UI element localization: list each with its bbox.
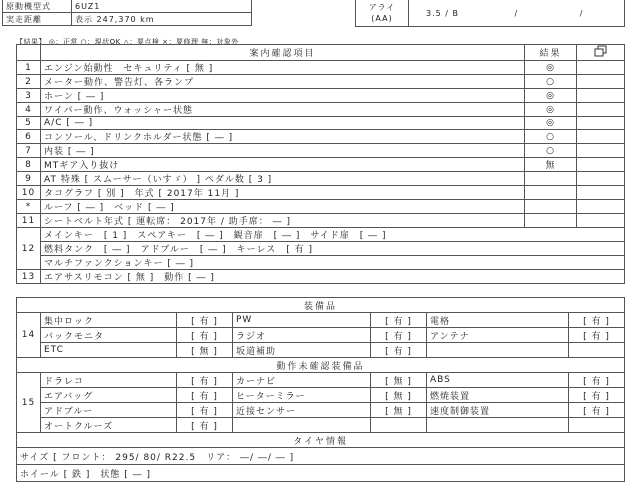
row-number: 2	[17, 75, 41, 89]
equipment-status: 有	[591, 391, 602, 402]
check-result: ◎	[525, 61, 577, 75]
check-result	[525, 186, 577, 200]
row-number: 11	[17, 214, 41, 228]
model-label: 原動機型式	[3, 0, 72, 13]
remark-cell	[577, 117, 625, 130]
equipment-value: [ 有 ]	[569, 388, 625, 403]
equipment-name: 速度制御装置	[427, 403, 569, 418]
copy-icon[interactable]	[577, 45, 625, 61]
equipment-status: 有	[199, 376, 210, 387]
check-item: タコグラフ [ 別 ] 年式 [ 2017年 11月 ]	[41, 186, 525, 200]
equipment-status: 有	[591, 406, 602, 417]
section-number: 14	[17, 313, 41, 358]
row-number: 13	[17, 270, 41, 284]
remark-cell	[577, 61, 625, 75]
equipment-status: 有	[199, 406, 210, 417]
arai-value-cell	[409, 0, 625, 27]
remark-cell	[577, 158, 625, 172]
remark-cell	[577, 186, 625, 200]
equipment-value: [ 有 ]	[177, 373, 233, 388]
equipment-name: アンテナ	[427, 328, 569, 343]
row-number: 3	[17, 89, 41, 103]
check-row	[17, 117, 625, 130]
check-row	[17, 214, 625, 228]
check-item: A/C [ ― ]	[41, 117, 525, 130]
check-item: 内装 [ ― ]	[41, 144, 525, 158]
equipment-value: [ 有 ]	[177, 403, 233, 418]
check-result	[525, 214, 577, 228]
equipment-row	[17, 403, 625, 418]
equipment-name: ドラレコ	[41, 373, 177, 388]
equipment-title: 装備品	[17, 298, 625, 313]
arai-slash-2: /	[579, 8, 584, 18]
equipment-name: 集中ロック	[41, 313, 177, 328]
equipment-status: 無	[393, 406, 404, 417]
equipment-name: バックモニタ	[41, 328, 177, 343]
distance-value: 表示 247,370 km	[72, 13, 252, 26]
equipment-value: [ 無 ]	[371, 388, 427, 403]
equipment-value: [ 有 ]	[177, 418, 233, 433]
equipment-status: 有	[591, 316, 602, 327]
check-row	[17, 61, 625, 75]
equipment-table	[16, 297, 625, 482]
check-result: ◎	[525, 117, 577, 130]
check-item: MTギア入り抜け	[41, 158, 525, 172]
equipment-value	[569, 343, 625, 358]
inspection-table	[16, 44, 625, 284]
equipment-row	[17, 343, 625, 358]
row-number: 6	[17, 130, 41, 144]
distance-label: 実走距離	[3, 13, 72, 26]
check-item: メーター動作、警告灯、各ランプ	[41, 75, 525, 89]
check-result: ○	[525, 75, 577, 89]
header-blank	[17, 45, 41, 61]
check-result: ◎	[525, 103, 577, 117]
check-item: ワイパー動作、ウォッシャー状態	[41, 103, 525, 117]
equipment-name: 燃焼装置	[427, 388, 569, 403]
row-number: 8	[17, 158, 41, 172]
equipment-rows	[17, 313, 625, 358]
equipment-name: アドブルー	[41, 403, 177, 418]
equipment-status: 有	[199, 391, 210, 402]
equipment-status: 有	[393, 346, 404, 357]
keys-line: 燃料タンク [ ― ] アドブルー [ ― ] キーレス [ 有 ]	[41, 242, 625, 256]
arai-sub: (AA)	[371, 14, 393, 23]
equipment-value: [ 有 ]	[371, 313, 427, 328]
remark-cell	[577, 89, 625, 103]
equipment-value: [ 無 ]	[371, 373, 427, 388]
equipment-value: [ 有 ]	[569, 373, 625, 388]
equipment-name: カーナビ	[233, 373, 371, 388]
equipment-row	[17, 418, 625, 433]
section-number: 15	[17, 373, 41, 433]
check-result: ○	[525, 144, 577, 158]
arai-label: アライ	[368, 3, 396, 12]
check-row	[17, 158, 625, 172]
remark-cell	[577, 200, 625, 214]
equipment-value: [ 有 ]	[371, 343, 427, 358]
check-item: AT 特殊 [ スムーサー（いすゞ） ] ペダル数 [ 3 ]	[41, 172, 525, 186]
equipment-name: ABS	[427, 373, 569, 388]
row-number: 4	[17, 103, 41, 117]
check-item: シートベルト年式 [ 運転席： 2017年 / 助手席： ― ]	[41, 214, 525, 228]
equipment-value: [ 無 ]	[371, 403, 427, 418]
arai-cell	[356, 0, 409, 27]
keys-line: メインキー [ 1 ] スペアキー [ ― ] 観音扉 [ ― ] サイド扉 [ ― ]	[41, 228, 625, 242]
equipment-status: 無	[393, 376, 404, 387]
equipment-status: 有	[591, 376, 602, 387]
check-result	[525, 172, 577, 186]
check-row	[17, 186, 625, 200]
equipment-status: 有	[199, 421, 210, 432]
equipment-name: ヒーターミラー	[233, 388, 371, 403]
check-item: ルーフ [ ― ] ベッド [ ― ]	[41, 200, 525, 214]
equipment-row	[17, 328, 625, 343]
result-header: 結果	[525, 45, 577, 61]
equipment-status: 有	[591, 331, 602, 342]
remark-cell	[577, 130, 625, 144]
air-suspension-item: エアサスリモコン [ 無 ] 動作 [ ― ]	[41, 270, 625, 284]
equipment-name	[427, 418, 569, 433]
remark-cell	[577, 75, 625, 89]
row-number: 10	[17, 186, 41, 200]
check-result	[525, 200, 577, 214]
wheel-info: ホイール [ 鉄 ] 状態 [ ― ]	[17, 465, 625, 482]
equipment-row	[17, 388, 625, 403]
equipment-row	[17, 373, 625, 388]
row-number: 1	[17, 61, 41, 75]
arai-slash-1: /	[514, 8, 519, 18]
equipment-name	[427, 343, 569, 358]
check-result: ○	[525, 130, 577, 144]
equipment-value: [ 有 ]	[177, 313, 233, 328]
check-item: エンジン始動性 セキュリティ [ 無 ]	[41, 61, 525, 75]
equipment-name: オートクルーズ	[41, 418, 177, 433]
check-row	[17, 200, 625, 214]
check-row	[17, 75, 625, 89]
equipment-value: [ 有 ]	[177, 328, 233, 343]
equipment-name: 電格	[427, 313, 569, 328]
check-item: ホーン [ ― ]	[41, 89, 525, 103]
equipment-status: 有	[393, 316, 404, 327]
auction-info-table	[355, 0, 625, 27]
tire-title: タイヤ情報	[17, 433, 625, 448]
keys-line: マルチファンクションキー [ ― ]	[41, 256, 625, 270]
check-rows	[17, 61, 625, 228]
equipment-value: [ 無 ]	[177, 343, 233, 358]
equipment-status: 無	[199, 346, 210, 357]
equipment-name: ラジオ	[233, 328, 371, 343]
check-result: ◎	[525, 89, 577, 103]
equipment-status: 無	[393, 391, 404, 402]
check-row	[17, 172, 625, 186]
model-value: 6UZ1	[72, 0, 252, 13]
equipment-value: [ 有 ]	[569, 328, 625, 343]
equipment-status: 有	[199, 316, 210, 327]
row-number: 9	[17, 172, 41, 186]
items-header: 案内確認項目	[41, 45, 525, 61]
equipment-name: 坂道補助	[233, 343, 371, 358]
check-row	[17, 103, 625, 117]
row-number: 7	[17, 144, 41, 158]
check-item: コンソール、ドリンクホルダー状態 [ ― ]	[41, 130, 525, 144]
remark-cell	[577, 103, 625, 117]
remark-cell	[577, 214, 625, 228]
arai-value: 3.5 / B	[426, 8, 459, 18]
remark-cell	[577, 172, 625, 186]
tire-size: サイズ [ フロント： 295/ 80/ R22.5 リア： ―/ ―/ ― ]	[17, 448, 625, 465]
equipment-name: 近接センサー	[233, 403, 371, 418]
equipment-value: [ 有 ]	[371, 328, 427, 343]
check-row	[17, 144, 625, 158]
check-result: 無	[525, 158, 577, 172]
check-row	[17, 89, 625, 103]
equipment-name	[233, 418, 371, 433]
equipment-name: PW	[233, 313, 371, 328]
equipment-status: 有	[393, 331, 404, 342]
unchecked-rows	[17, 373, 625, 433]
equipment-name: ETC	[41, 343, 177, 358]
row-number: 5	[17, 117, 41, 130]
row-number: 12	[17, 228, 41, 270]
equipment-value: [ 有 ]	[569, 313, 625, 328]
vehicle-info-table	[2, 0, 252, 26]
unchecked-title: 動作未確認装備品	[17, 358, 625, 373]
equipment-name: エアバッグ	[41, 388, 177, 403]
equipment-value	[371, 418, 427, 433]
equipment-value	[569, 418, 625, 433]
equipment-value: [ 有 ]	[177, 388, 233, 403]
remark-cell	[577, 144, 625, 158]
equipment-status: 有	[199, 331, 210, 342]
row-number: *	[17, 200, 41, 214]
result-legend: 【結果】 ◎：正常 ○：現状OK △：要点検 ×：要修理 無：対象外	[16, 38, 239, 46]
equipment-value: [ 有 ]	[569, 403, 625, 418]
check-row	[17, 130, 625, 144]
equipment-row	[17, 313, 625, 328]
